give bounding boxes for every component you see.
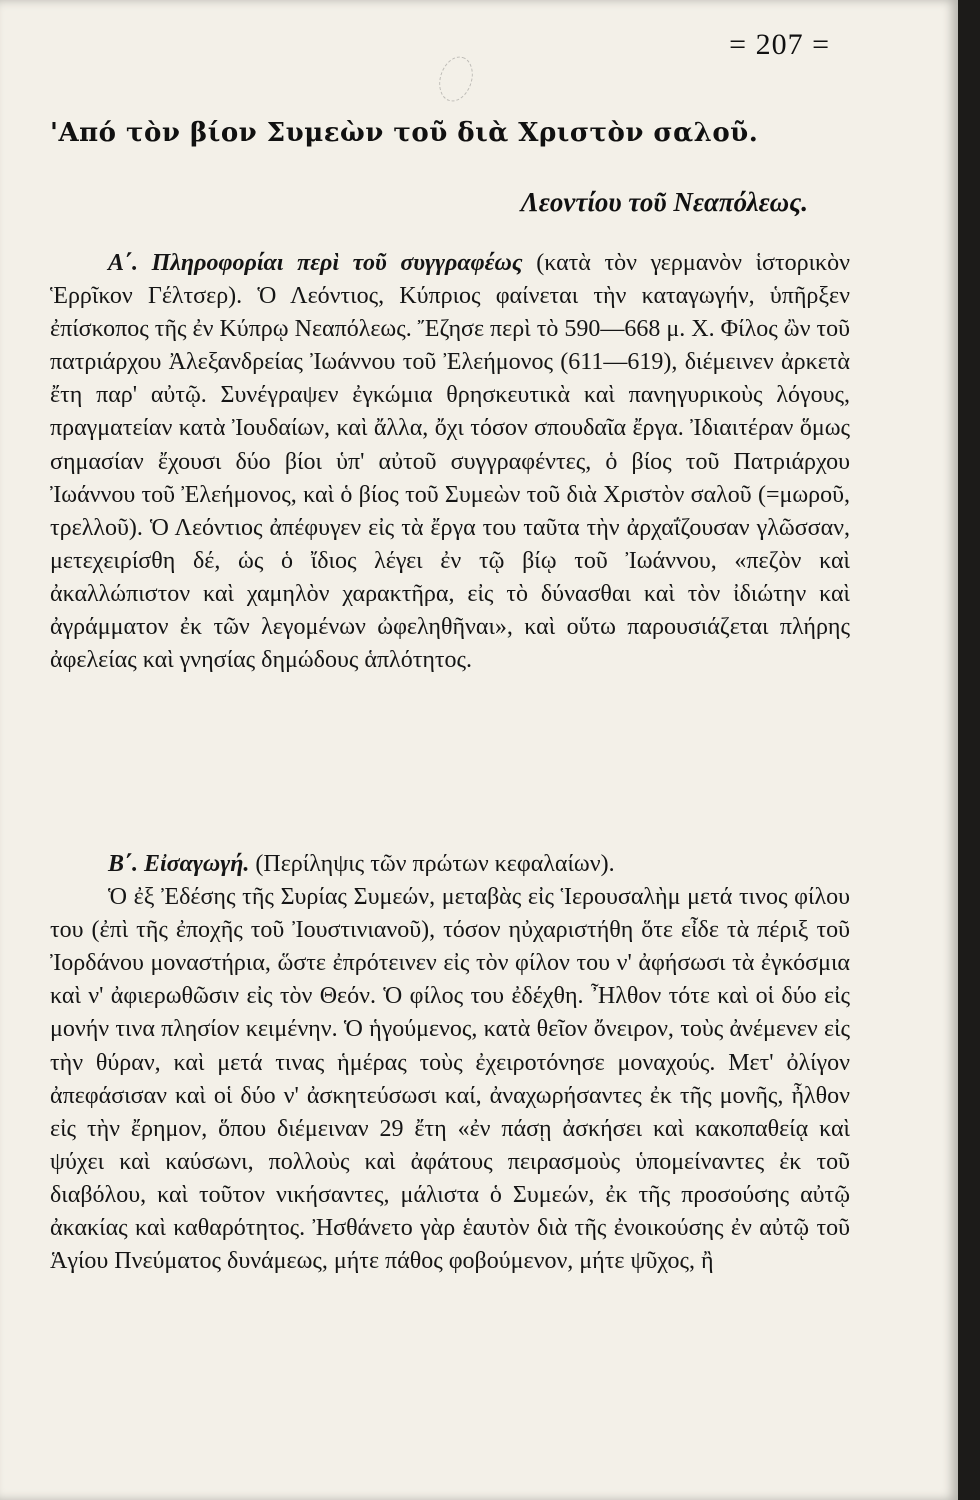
section-a-heading: Α΄. Πληροφορίαι περὶ τοῦ συγγραφέως: [108, 250, 523, 276]
section-b-heading-note: (Περίληψις τῶν πρώτων κεφαλαίων).: [249, 851, 615, 877]
section-a-paragraph: [50, 247, 850, 677]
section-a-text: (κατὰ τὸν γερμανὸν ἱστορικὸν Ἑρρῖκον Γέλτσερ). Ὁ Λεόντιος, Κύπριος φαίνεται τὴν καταγωγήν, ὑπῆρξεν ἐπίσκοπος τῆς ἐν Κύπρῳ Νεαπόλεως. Ἔζησε περὶ τὸ 590—668 μ. Χ. Φίλος ὢν τοῦ πατριάρχου Ἀλεξανδρείας Ἰωάννου τοῦ Ἐλεήμονος (611—619), διέμεινεν ἀρκετὰ ἔτη παρ' αὐτῷ. Συνέγραψεν ἐγκώμια θρησκευτικὰ καὶ πανηγυρικοὺς λόγους, πραγματείαν κατὰ Ἰουδαίων, καὶ ἄλλα, ὄχι τόσον σπουδαῖα ἔργα. Ἰδιαιτέραν ὅμως σημασίαν ἔχουσι δύο βίοι ὑπ' αὐτοῦ συγγραφέντες, ὁ βίος τοῦ Πατριάρχου Ἰωάννου τοῦ Ἐλεήμονος, καὶ ὁ βίος τοῦ Συμεὼν τοῦ διὰ Χριστὸν σαλοῦ (=μωροῦ, τρελλοῦ). Ὁ Λεόντιος ἀπέφυγεν εἰς τὰ ἔργα του ταῦτα τὴν ἀρχαΐζουσαν γλῶσσαν, μετεχειρίσθη δέ, ὡς ὁ ἴδιος λέγει ἐν τῷ βίῳ τοῦ Ἰωάννου, «πεζὸν καὶ ἀκαλλώπιστον καὶ χαμηλὸν χαρακτῆρα, εἰς τὸ δύνασθαι καὶ τὸν ἰδιώτην καὶ ἀγράμματον ἐκ τῶν λεγομένων ὠφεληθῆναι», καὶ οὕτω παρουσιάζεται πλήρης ἀφελείας καὶ γνησίας δημώδους ἁπλότητος.: [50, 250, 850, 674]
ink-smudge-mark: [434, 52, 479, 106]
page-subtitle: Λεοντίου τοῦ Νεαπόλεως.: [520, 187, 808, 217]
section-b-heading: Β΄. Εἰσαγωγή.: [108, 851, 250, 877]
section-b-heading-line: [50, 848, 850, 881]
page-number: = 207 =: [729, 28, 830, 61]
section-b-paragraph: Ὁ ἐξ Ἐδέσης τῆς Συρίας Συμεών, μεταβὰς εἰς Ἱερουσαλὴμ μετά τινος φίλου του (ἐπὶ τῆς ἐποχῆς τοῦ Ἰουστινιανοῦ), τόσον ηὐχαριστήθη ὅτε εἶδε τὰ πέριξ τοῦ Ἰορδάνου μοναστήρια, ὥστε ἐπρότεινεν εἰς τὸν φίλον του ν' ἀφήσωσι τὰ ἐγκόσμια καὶ ν' ἀφιερωθῶσιν εἰς τὸν Θεόν. Ὁ φίλος του ἐδέχθη. Ἦλθον τότε καὶ οἱ δύο εἰς μονήν τινα πλησίον κειμένην. Ὁ ἡγούμενος, κατὰ θεῖον ὄνειρον, τοὺς ἀνέμενεν εἰς τὴν θύραν, καὶ μετά τινας ἡμέρας τοὺς ἐχειροτόνησε μοναχούς. Μετ' ὀλίγον ἀπεφάσισαν καὶ οἱ δύο ν' ἀσκητεύσωσι καί, ἀναχωρήσαντες ἐκ τῆς μονῆς, ἦλθον εἰς τὴν ἔρημον, ὅπου διέμειναν 29 ἔτη «ἐν πάσῃ ἀσκήσει καὶ κακοπαθείᾳ καὶ ψύχει καὶ καύσωνι, πολλοὺς καὶ ἀφάτους πειρασμοὺς ὑπομείναντες ἐκ τοῦ διαβόλου, καὶ τοῦτον νικήσαντες, μάλιστα ὁ Συμεών, ἐκ τῆς προσούσης αὐτῷ ἀκακίας καὶ καθαρότητος. Ἠσθάνετο γὰρ ἑαυτὸν διὰ τῆς ἐνοικούσης ἐν αὐτῷ τοῦ Ἁγίου Πνεύματος δυνάμεως, μήτε πάθος φοβούμενον, μήτε ψῦχος, ἢ: [50, 884, 850, 1275]
section-introduction: [50, 848, 850, 1278]
section-author-info: [50, 247, 850, 677]
page-title: 'Από τὸν βίον Συμεὼν τοῦ διὰ Χριστὸν σαλοῦ.: [50, 118, 759, 148]
